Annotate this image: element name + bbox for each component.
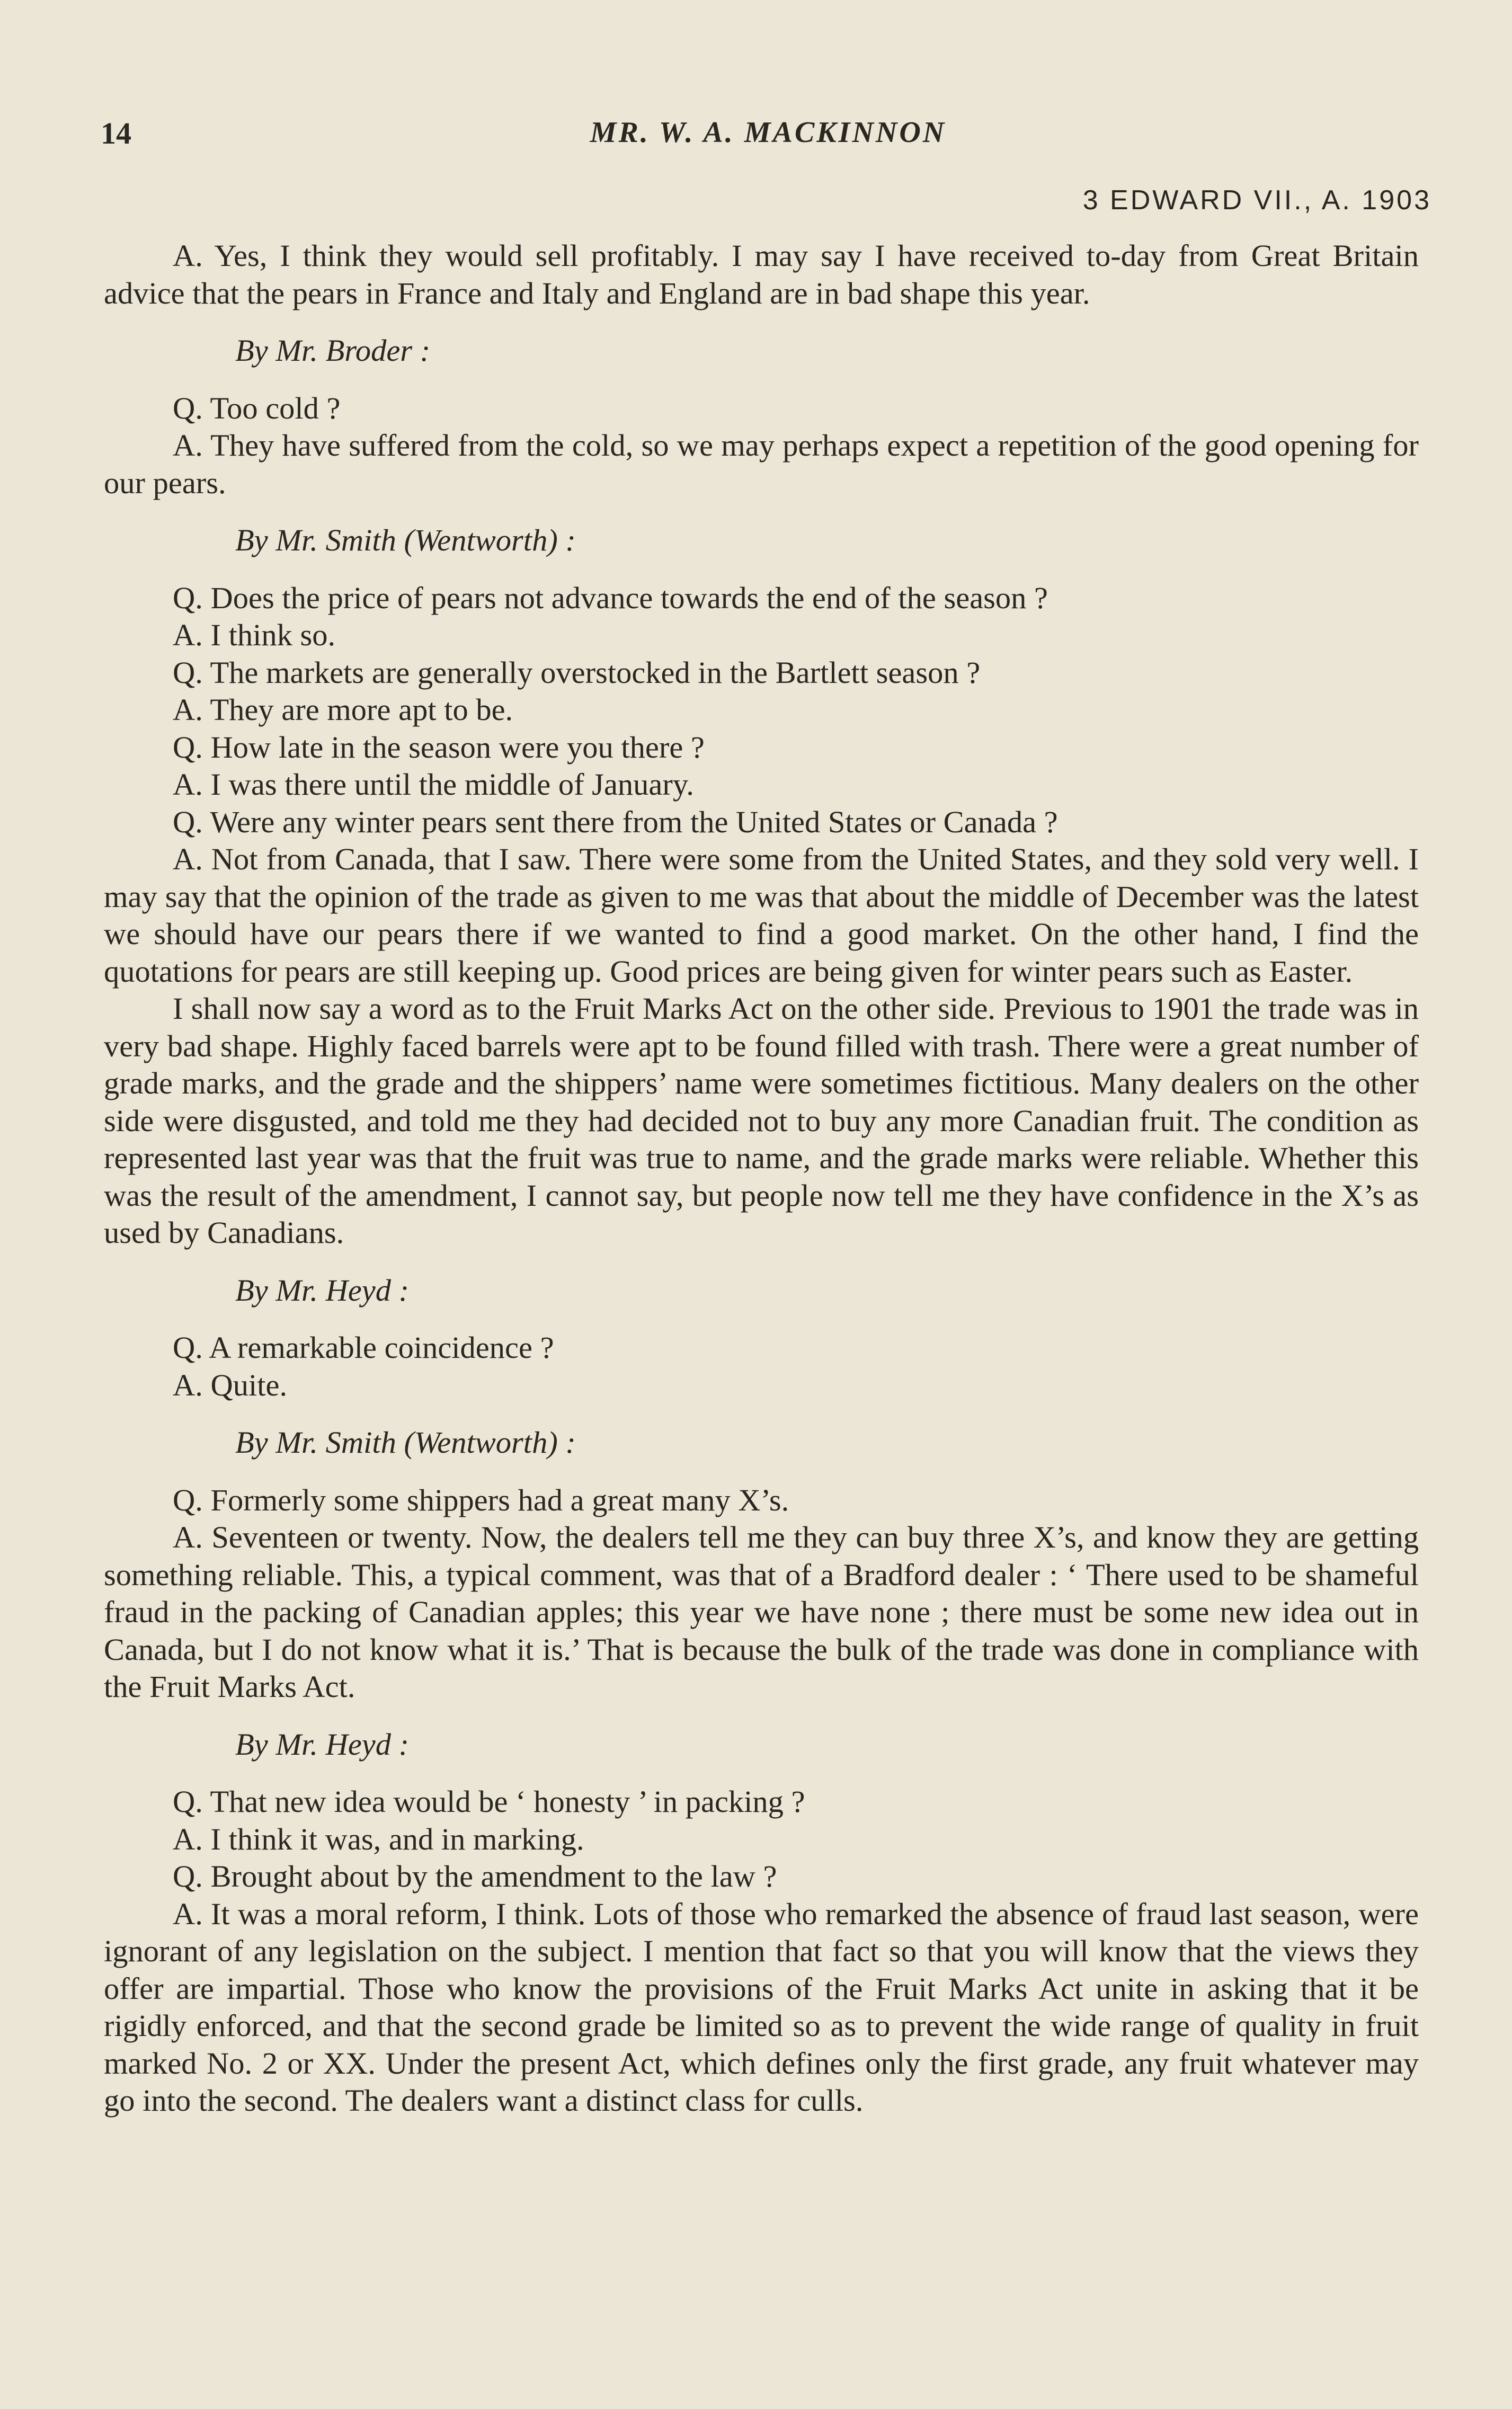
paragraph: A. I think so. [173,618,336,652]
paragraph: Q. Does the price of pears not advance towards the end of the season ? [173,580,1048,615]
paragraph: Q. Too cold ? [173,390,341,425]
page-number: 14 [101,116,131,150]
paragraph: Q. That new idea would be ‘ honesty ’ in packing ? [173,1784,805,1819]
paragraph: A. They have suffered from the cold, so we may perhaps expect a repetition of the good opening for our pears. [104,428,1419,500]
paragraph: A. I was there until the middle of January. [173,767,694,802]
paragraph: Q. How late in the season were you there ? [173,730,705,765]
paragraph: A. They are more apt to be. [173,692,513,727]
paragraph: A. It was a moral reform, I think. Lots of those who remarked the absence of fraud last season, were ignorant of any legislation on the subject. I mention that fact so that you will know that the views they offer are impartial. Those who know the provisions of the Fruit Marks Act unite in asking that it be rigidly enforced, and that the second grade be limited so as to prevent the wide range of quality in fruit marked No. 2 or XX. Under the present Act, which defines only the first grade, any fruit whatever may go into the second. The dealers want a distinct class for culls. [104,1896,1419,2118]
running-head [101,115,1436,163]
running-title: MR. W. A. MACKINNON [590,116,947,149]
paragraph: Q. Brought about by the amendment to the law ? [173,1859,777,1894]
paragraph: A. Seventeen or twenty. Now, the dealers tell me they can buy three X’s, and know they are getting something reliable. This, a typical comment, was that of a Bradford dealer : ‘ There used to be shameful fraud in the packing of Canadian apples; this year we have none ; there must be some new idea out in Canada, but I do not know what it is.’ That is because the bulk of the trade was done in compliance with the Fruit Marks Act. [104,1520,1419,1704]
paragraph: Q. A remarkable coincidence ? [173,1330,554,1365]
paragraph: A. Quite. [173,1367,288,1402]
speaker-heading: By Mr. Smith (Wentworth) : [235,523,576,557]
speaker-heading: By Mr. Broder : [235,333,431,368]
paragraph: A. I think it was, and in marking. [173,1821,584,1856]
speaker-heading: By Mr. Smith (Wentworth) : [235,1425,576,1460]
paragraph: A. Yes, I think they would sell profitably. I may say I have received to-day from Great Britain advice that the pears in France and Italy and England are in bad shape this year. [104,238,1419,310]
paragraph: Q. Formerly some shippers had a great many X’s. [173,1482,789,1517]
paragraph: A. Not from Canada, that I saw. There were some from the United States, and they sold very well. I may say that the opinion of the trade as given to me was that about the middle of December was the latest we should have our pears there if we wanted to find a good market. On the other hand, I find the quotations for pears are still keeping up. Good prices are being given for winter pears such as Easter. [104,842,1419,989]
speaker-heading: By Mr. Heyd : [235,1273,410,1308]
paragraph: Q. The markets are generally overstocked in the Bartlett season ? [173,655,981,690]
session-reference: 3 EDWARD VII., A. 1903 [1082,185,1431,216]
paragraph: I shall now say a word as to the Fruit Marks Act on the other side. Previous to 1901 the trade was in very bad shape. Highly faced barrels were apt to be found filled with trash. There were a great number of grade marks, and the grade and the shippers’ name were sometimes fictitious. Many dealers on the other side were disgusted, and told me they had decided not to buy any more Canadian fruit. The condition as represented last year was that the fruit was true to name, and the grade marks were reliable. Whether this was the result of the amendment, I cannot say, but people now tell me they have confidence in the X’s as used by Canadians. [104,991,1419,1250]
body-text [104,237,1419,2120]
speaker-heading: By Mr. Heyd : [235,1727,410,1762]
paragraph: Q. Were any winter pears sent there from the United States or Canada ? [173,804,1058,839]
